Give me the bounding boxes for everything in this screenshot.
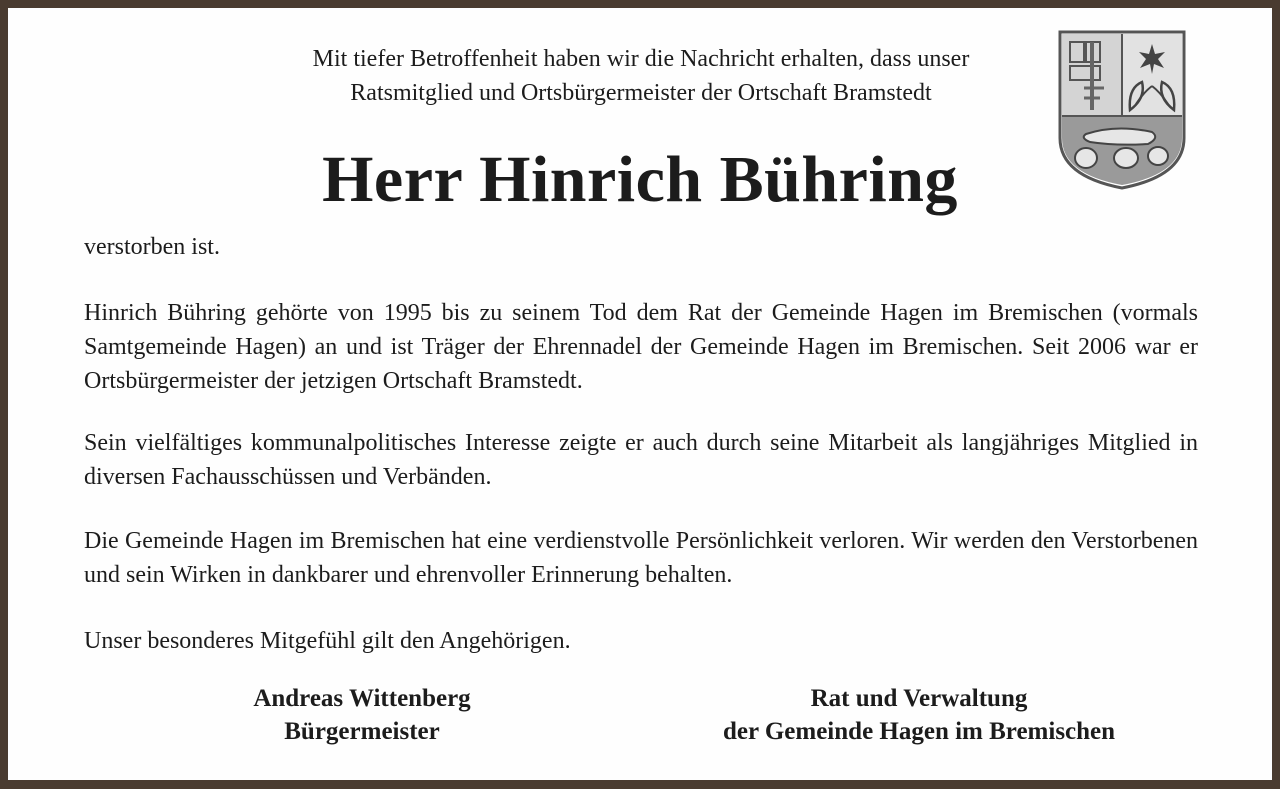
signature-line-1: Rat und Verwaltung xyxy=(810,685,1028,712)
paragraph-5 xyxy=(84,624,1198,658)
paragraph-text: Die Gemeinde Hagen im Bremischen hat eine verdienstvolle Persönlichkeit verloren. Wir werden den Verstorbenen und sein Wirken in dankbarer und ehrenvoller Erinnerung behalten. xyxy=(84,528,1198,588)
signature-name: Andreas Wittenberg xyxy=(253,685,471,712)
intro-line-2: Ratsmitglied und Ortsbürgermeister der Ortschaft Bramstedt xyxy=(350,80,932,106)
paragraph-text: Hinrich Bühring gehörte von 1995 bis zu seinem Tod dem Rat der Gemeinde Hagen im Bremischen (vormals Samtgemeinde Hagen) an und ist Träger der Ehrennadel der Gemeinde Hagen im Bremischen. Seit 2006 war er Ortsbürgermeister der jetzigen Ortschaft Bramstedt. xyxy=(84,300,1198,394)
signature-council xyxy=(674,682,1164,748)
paragraph-text: verstorben ist. xyxy=(84,234,220,260)
paragraph-3 xyxy=(84,426,1198,494)
signature-title: Bürgermeister xyxy=(284,718,440,745)
paragraph-text: Unser besonderes Mitgefühl gilt den Angehörigen. xyxy=(84,628,571,654)
deceased-name: Herr Hinrich Bühring xyxy=(322,143,958,216)
signature-mayor xyxy=(188,682,536,748)
paragraph-4 xyxy=(84,524,1198,592)
paragraph-1 xyxy=(84,230,1198,264)
signature-line-2: der Gemeinde Hagen im Bremischen xyxy=(722,718,1116,745)
intro-line-1: Mit tiefer Betroffenheit haben wir die Nachricht erhalten, dass unser xyxy=(312,46,970,72)
intro-text xyxy=(186,42,1096,110)
obituary-notice xyxy=(8,8,1272,780)
paragraph-2 xyxy=(84,296,1198,398)
paragraph-text: Sein vielfältiges kommunalpolitisches Interesse zeigte er auch durch seine Mitarbeit als langjähriges Mitglied in diversen Fachausschüssen und Verbänden. xyxy=(84,430,1198,490)
